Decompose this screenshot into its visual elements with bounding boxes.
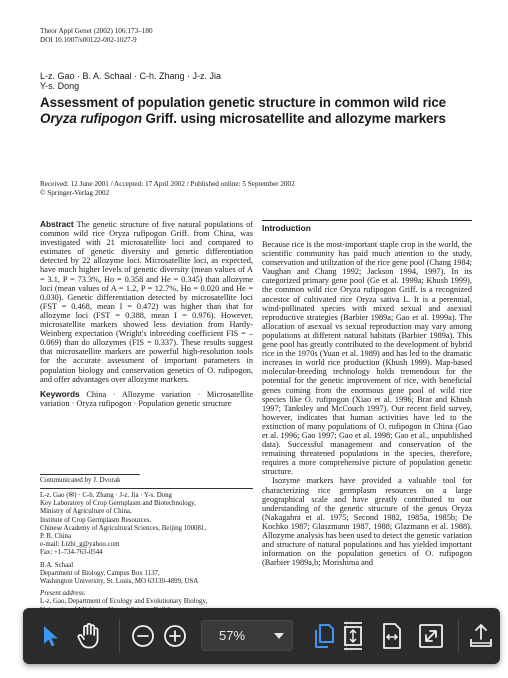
copy-pages-icon bbox=[312, 623, 336, 649]
affiliation-fax: Fax: +1-734-763-0544 bbox=[40, 549, 103, 557]
zoom-out-button[interactable] bbox=[129, 622, 157, 650]
introduction-rule bbox=[262, 220, 472, 221]
introduction-column bbox=[262, 220, 472, 567]
affiliation-divider bbox=[40, 488, 253, 489]
title-line-2 bbox=[40, 111, 470, 127]
keywords-text: China · Allozyme variation · Microsatellite variation · Oryza rufipogon · Population genetic structure bbox=[40, 389, 254, 408]
affiliation-line: Institute of Crop Germplasm Resources, bbox=[40, 516, 152, 524]
present-address-label: Present address: bbox=[40, 590, 86, 598]
footnote-divider bbox=[40, 474, 140, 475]
introduction-paragraph-1: Because rice is the most-important staple crop in the world, the scientific community has paid much attention to the study, conservation and utilization of the rice gene pool (Chang 1984; Vaughan and Chang 1992; Jackson 1994, 1997). In its categorized primary gene pool (Ge et al. 1999a; Khush 1999), the common wild rice Oryza rufipogon Griff. is a recognized ancestor of cultivated rice Oryza sativa L. It is a perennial, wind-pollinated species with mixed sexual and asexual reproductive strategies (Barbier 1989a; Gao et al. 1999a). The allocation of asexual vs sexual reproduction may vary among populations at different natural habitats (Barbier 1989a). This gene pool has greatly contributed to the development of hybrid rice in the 1970s (Yuan et al. 1989) and has led to the dramatic increases in world rice production (Khush 1999). Map-based molecular-breeding technology holds tremendous for the potential for the genetic improvement of rice, with beneficial genes coming from the enormous gene pool of wild rice species like O. rufipogon (Xiao et al. 1996; Brar and Khush 1997; Tanksley and McCouch 1997). Our recent field survey, however, indicates that human activities have led to the extinction of many populations of O. rufipogon in China (Gao et al. 1996; Gao 1997; Gao et al. 1998; Gao et al., unpublished data). Successful management and conservation of the remaining threatened populations in the species, therefore, requires a more comprehensive picture of population genetic structure. bbox=[262, 240, 472, 477]
share-button[interactable] bbox=[466, 620, 496, 652]
publication-history bbox=[40, 180, 295, 197]
introduction-paragraph-2: Isozyme markers have provided a valuable tool for characterizing rice germplasm resources on a large geographical scale and have greatly contributed to our understanding of the genetic structure of the genus Oryza (Nakagahra et al. 1975; Second 1982, 1985a, 1985b; De Kochko 1987; Glaszmann 1987, 1988; Glazmann et al. 1988). Allozyme analysis has been used to detect the genetic variation and structure of natural populations and has yielded important information on the population genetics of O. rufipogon (Barbier 1989a,b; Morishima and bbox=[262, 476, 472, 568]
authors-line-2: Y-s. Dong bbox=[40, 81, 80, 92]
authors-line-1: L-z. Gao · B. A. Schaal · C-h. Zhang · J-z. Jia bbox=[40, 71, 222, 81]
affiliation-line: Washington University, St. Louis, MO 63130-4899, USA bbox=[40, 578, 199, 586]
affiliation-block-2 bbox=[40, 562, 255, 587]
author-list bbox=[40, 71, 221, 92]
toolbar-divider bbox=[119, 620, 120, 652]
zoom-level-dropdown[interactable] bbox=[201, 620, 293, 651]
title-line-2-rest: Griff. using microsatellite and allozyme markers bbox=[141, 111, 446, 127]
affiliations bbox=[40, 492, 255, 615]
zoom-in-icon bbox=[163, 624, 187, 648]
journal-header bbox=[40, 27, 153, 44]
keywords-label: Keywords bbox=[40, 388, 80, 399]
select-tool-button[interactable] bbox=[37, 622, 65, 650]
communicated-by: Communicated by J. Dvorak bbox=[40, 476, 121, 484]
fit-page-icon bbox=[341, 621, 365, 651]
hand-pan-icon bbox=[76, 622, 102, 650]
zoom-level-value: 57% bbox=[218, 628, 246, 643]
introduction-heading: Introduction bbox=[262, 223, 311, 233]
hand-tool-button[interactable] bbox=[73, 620, 105, 652]
zoom-out-icon bbox=[131, 624, 155, 648]
received-dates: Received: 12 June 2001 / Accepted: 17 April 2002 / Published online: 5 September 2002 bbox=[40, 180, 295, 188]
cursor-arrow-icon bbox=[40, 624, 62, 648]
abstract-text: The genetic structure of five natural populations of common wild rice Oryza rufipogon Griff. from China, was investigated with 21 microsatellite loci and compared to estimates of genetic diversity and genetic differentiation detected by 22 allozyme loci. Microsatellite loci, as expected, have much higher levels of genetic diversity (mean values of A = 3.1, P = 73.3%, Ho = 0.358 and He = 0.345) than allozyme loci (mean values of A = 1.2, P = 12.7%, Ho = 0.020 and He = 0.030). Genetic differentiation detected by microsatellite loci (FST = 0.468, mean I = 0.472) was higher than that for allozyme loci (FST = 0.388, mean I = 0.976). However, microsatellite markers showed less deviation from Hardy-Weinberg expectation (Wright's inbreeding coefficient FIS = –0.069) than do allozymes (FIS = 0.337). These results suggest that microsatellite markers are powerful high-resolution tools for the accurate assessment of important parameters in population biology and conservation genetics of O. rufipogon, and offer advantages over allozyme markers. bbox=[40, 220, 253, 384]
abstract-column bbox=[40, 220, 253, 408]
fit-width-icon bbox=[379, 622, 405, 650]
toolbar-divider bbox=[458, 620, 459, 652]
affiliation-line: Chinese Academy of Agricultural Sciences, Beijing 100081, bbox=[40, 524, 207, 532]
journal-doi: DOI 10.1007/s00122-002-1027-9 bbox=[40, 35, 137, 44]
zoom-in-button[interactable] bbox=[161, 622, 189, 650]
fit-width-button[interactable] bbox=[376, 620, 408, 652]
affiliation-email: e-mail: Lizhi_g@yahoo.com bbox=[40, 541, 120, 549]
affiliation-line: Ministry of Agriculture of China, bbox=[40, 508, 132, 516]
viewer-toolbar bbox=[23, 608, 500, 664]
affiliation-line: P. R. China bbox=[40, 533, 72, 541]
title-line-1: Assessment of population genetic structure in common wild rice bbox=[40, 95, 447, 110]
upload-share-icon bbox=[468, 622, 494, 650]
affiliation-block-1 bbox=[40, 492, 255, 558]
affiliation-line: Department of Biology, Campus Box 1137, bbox=[40, 569, 160, 577]
copyright-notice: © Springer-Verlag 2002 bbox=[40, 188, 110, 197]
fit-page-button[interactable] bbox=[336, 619, 370, 653]
expand-icon bbox=[418, 623, 444, 649]
affiliation-line: L-z. Gao (✉) · C-h. Zhang · J-z. Jia · Y-s. Dong bbox=[40, 492, 173, 499]
affiliation-line: Key Laboratory of Crop Germplasm and Biotechnology, bbox=[40, 500, 196, 508]
title-species: Oryza rufipogon bbox=[40, 111, 142, 127]
affiliation-line: B.A. Schaal bbox=[40, 561, 74, 569]
abstract bbox=[40, 220, 253, 384]
abstract-label: Abstract bbox=[40, 219, 74, 229]
fullscreen-button[interactable] bbox=[415, 620, 447, 652]
keywords bbox=[40, 390, 253, 408]
chevron-down-icon bbox=[274, 633, 284, 639]
journal-citation: Theor Appl Genet (2002) 106:173–180 bbox=[40, 27, 153, 35]
affiliation-line: L-z. Gao, Department of Ecology and Evolutionary Biology, bbox=[40, 598, 208, 606]
paper-title bbox=[40, 95, 470, 128]
